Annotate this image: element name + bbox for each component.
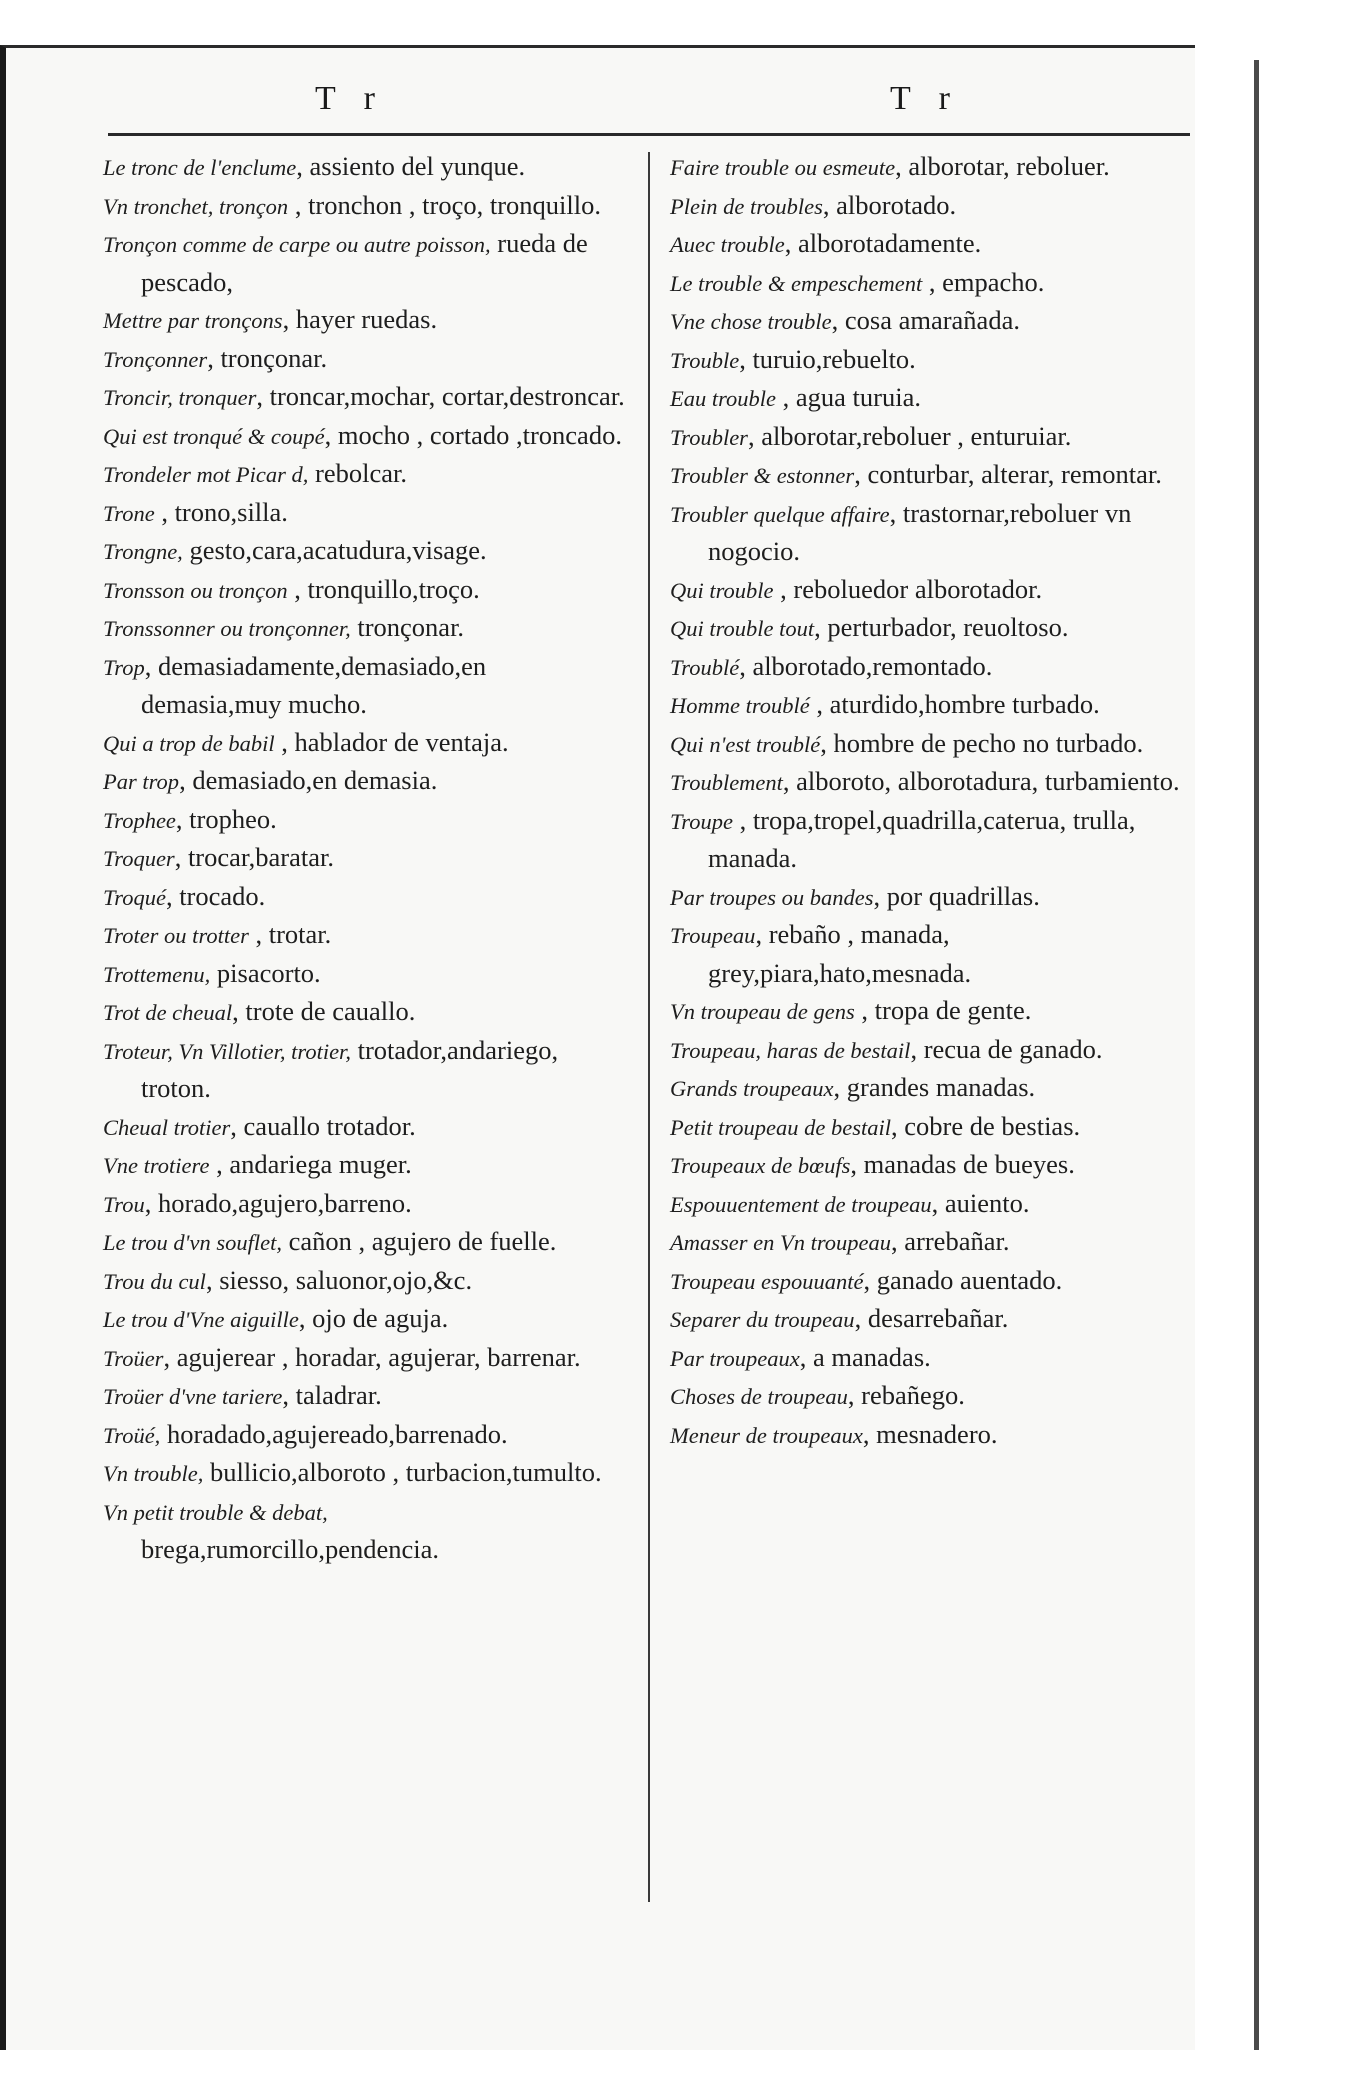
dictionary-entry	[670, 648, 1210, 687]
entry-definition: pisacorto.	[210, 957, 321, 988]
entry-definition: , cauallo trotador.	[230, 1110, 416, 1141]
entry-definition: , conturbar, alterar, remontar.	[854, 459, 1162, 489]
dictionary-entry	[670, 992, 1210, 1031]
dictionary-entry	[670, 187, 1210, 226]
dictionary-entry	[670, 225, 1210, 264]
entry-definition: , hombre de pecho no turbado.	[820, 727, 1144, 758]
entry-headword: Le tronc de l'enclume	[103, 155, 297, 180]
dictionary-entry	[103, 1300, 628, 1339]
entry-headword: Trongne,	[103, 539, 183, 564]
entry-definition: , hayer ruedas.	[282, 304, 438, 334]
entry-headword: Choses de troupeau	[670, 1384, 848, 1409]
entry-headword: Trot de cheual	[103, 1000, 233, 1025]
entry-definition: bullicio,alboroto , turbacion,tumulto.	[203, 1457, 602, 1487]
dictionary-entry	[103, 417, 628, 456]
entry-definition: , tronquillo,troço.	[287, 573, 480, 604]
entry-headword: Troublement	[670, 770, 783, 795]
entry-definition: , assiento del yunque.	[296, 151, 526, 181]
dictionary-entry	[670, 1223, 1210, 1262]
entry-definition: , aturdido,hombre turbado.	[809, 689, 1100, 719]
column-divider	[648, 152, 650, 1902]
dictionary-entry	[103, 839, 628, 878]
dictionary-entry	[670, 1339, 1210, 1378]
entry-headword: Troubler	[670, 424, 748, 450]
entry-headword: Trou	[103, 1191, 145, 1217]
entry-headword: Trottemenu,	[103, 961, 211, 987]
entry-definition: , alborotadamente.	[784, 228, 982, 258]
entry-definition: , agua turuia.	[776, 382, 921, 412]
dictionary-entry	[670, 302, 1210, 341]
entry-headword: Meneur de troupeaux	[670, 1422, 863, 1448]
entry-headword: Trou du cul	[103, 1268, 206, 1294]
entry-definition: rebolcar.	[308, 458, 408, 488]
entry-definition: , empacho.	[922, 266, 1045, 297]
dictionary-entry	[103, 148, 628, 187]
dictionary-entry	[103, 1493, 628, 1569]
dictionary-entry	[103, 762, 628, 801]
entry-headword: Par trop	[103, 769, 180, 794]
entry-headword: Vn tronchet, tronçon	[103, 193, 289, 219]
entry-headword: Par troupeaux	[670, 1345, 800, 1371]
dictionary-entry	[103, 1377, 628, 1416]
header-rule	[108, 133, 1190, 136]
dictionary-entry	[103, 1146, 628, 1185]
entry-definition: , demasiado,en demasia.	[179, 765, 438, 795]
entry-headword: Vn troupeau de gens	[670, 999, 855, 1024]
entry-headword: Troublé	[670, 654, 740, 680]
dictionary-entry	[103, 1223, 628, 1262]
entry-headword: Vn trouble,	[103, 1461, 204, 1486]
dictionary-entry	[103, 340, 628, 379]
entry-headword: Qui trouble	[670, 577, 774, 603]
entry-definition: , rebaño , manada, grey,piara,hato,mesnada.	[708, 919, 972, 988]
right-column	[670, 148, 1210, 1454]
running-head-left: T r	[315, 80, 385, 117]
entry-definition: , troncar,mochar, cortar,destroncar.	[256, 381, 625, 411]
entry-definition: , horado,agujero,barreno.	[144, 1187, 412, 1218]
entry-definition: , taladrar.	[282, 1380, 382, 1410]
entry-definition: , perturbador, reuoltoso.	[814, 612, 1069, 642]
entry-definition: , trono,silla.	[154, 496, 288, 527]
dictionary-entry	[103, 609, 628, 648]
entry-definition: , alborotar, reboluer.	[895, 151, 1110, 181]
dictionary-entry	[670, 341, 1210, 380]
dictionary-entry	[670, 1069, 1210, 1108]
entry-definition: , tropa,tropel,quadrilla,caterua, trulla, manada.	[708, 804, 1136, 873]
dictionary-entry	[670, 379, 1210, 418]
entry-headword: Espouuentement de troupeau	[670, 1191, 932, 1217]
entry-headword: Cheual trotier	[103, 1114, 231, 1140]
entry-headword: Amasser en Vn troupeau	[670, 1230, 892, 1255]
entry-headword: Le trou d'Vne aiguille	[103, 1307, 299, 1332]
entry-headword: Troupeau, haras de bestail	[670, 1037, 911, 1063]
entry-headword: Tronsson ou tronçon	[103, 577, 288, 603]
running-head-right: T r	[890, 80, 960, 117]
entry-headword: Faire trouble ou esmeute	[670, 155, 896, 180]
dictionary-entry	[103, 187, 628, 226]
entry-headword: Qui a trop de babil	[103, 730, 275, 756]
entry-definition: , demasiadamente,demasiado,en demasia,muy mucho.	[141, 650, 487, 719]
dictionary-entry	[103, 455, 628, 494]
dictionary-entry	[670, 1031, 1210, 1070]
dictionary-entry	[103, 916, 628, 955]
entry-definition: , cosa amarañada.	[831, 305, 1020, 335]
dictionary-entry	[670, 763, 1210, 802]
entry-definition: , mocho , cortado ,troncado.	[324, 419, 622, 450]
entry-headword: Homme troublé	[670, 693, 810, 718]
entry-definition: , a manadas.	[799, 1341, 931, 1372]
entry-definition: , andariega muger.	[209, 1149, 412, 1179]
dictionary-entry	[103, 955, 628, 994]
entry-headword: Vn petit trouble & debat,	[103, 1499, 328, 1525]
dictionary-entry	[670, 725, 1210, 764]
dictionary-entry	[103, 993, 628, 1032]
entry-definition: , turuio,rebuelto.	[739, 343, 916, 374]
dictionary-entry	[103, 225, 628, 301]
entry-headword: Troüé,	[103, 1422, 161, 1448]
entry-headword: Separer du troupeau	[670, 1307, 855, 1332]
entry-headword: Tronssonner ou tronçonner,	[103, 616, 351, 641]
entry-headword: Plein de troubles	[670, 193, 823, 219]
entry-definition: brega,rumorcillo,pendencia.	[141, 1534, 439, 1564]
dictionary-entry	[670, 264, 1210, 303]
entry-definition: horadado,agujereado,barrenado.	[160, 1418, 508, 1449]
entry-headword: Troubler & estonner	[670, 463, 855, 488]
entry-headword: Troncir, tronquer	[103, 385, 257, 410]
dictionary-entry	[670, 148, 1210, 187]
entry-headword: Troupeau espouuanté	[670, 1268, 864, 1294]
entry-definition: rueda de pescado,	[141, 228, 588, 297]
entry-headword: Tronçonner	[103, 346, 208, 372]
entry-definition: , hablador de ventaja.	[274, 726, 509, 757]
dictionary-entry	[670, 1416, 1210, 1455]
entry-headword: Tronçon comme de carpe ou autre poisson,	[103, 232, 491, 257]
entry-headword: Troquer	[103, 846, 175, 871]
dictionary-entry	[103, 1454, 628, 1493]
dictionary-entry	[670, 1108, 1210, 1147]
entry-definition: , trocado.	[165, 880, 266, 911]
entry-headword: Trouble	[670, 347, 740, 373]
entry-headword: Trophee	[103, 807, 176, 833]
dictionary-entry	[670, 609, 1210, 648]
entry-headword: Troupeau	[670, 923, 756, 948]
entry-headword: Troubler quelque affaire	[670, 501, 890, 527]
entry-headword: Troupeaux de bœufs	[670, 1153, 851, 1178]
entry-definition: , alborotado.	[822, 189, 957, 220]
entry-headword: Troter ou trotter	[103, 923, 249, 948]
entry-headword: Eau trouble	[670, 386, 777, 411]
dictionary-entry	[670, 802, 1210, 878]
dictionary-entry	[670, 686, 1210, 725]
dictionary-entry	[103, 1262, 628, 1301]
entry-headword: Trop	[103, 654, 145, 680]
entry-definition: , tronçonar.	[207, 342, 328, 373]
entry-definition: , alboroto, alborotadura, turbamiento.	[782, 766, 1180, 796]
dictionary-entry	[103, 878, 628, 917]
dictionary-entry	[670, 1300, 1210, 1339]
entry-headword: Mettre par tronçons	[103, 308, 283, 333]
entry-definition: , trocar,baratar.	[174, 842, 334, 872]
entry-headword: Vne trotiere	[103, 1153, 210, 1178]
entry-definition: , arrebañar.	[891, 1226, 1010, 1256]
entry-definition: , tropheo.	[175, 803, 277, 834]
entry-headword: Le trou d'vn souflet,	[103, 1230, 282, 1255]
dictionary-entry	[103, 1416, 628, 1455]
entry-definition: , siesso, saluonor,ojo,&c.	[205, 1264, 473, 1295]
entry-headword: Par troupes ou bandes	[670, 884, 874, 910]
dictionary-entry	[670, 571, 1210, 610]
dictionary-entry	[103, 801, 628, 840]
dictionary-entry	[670, 1377, 1210, 1416]
entry-definition: , ojo de aguja.	[298, 1303, 449, 1333]
entry-headword: Trondeler mot Picar d,	[103, 462, 309, 487]
dictionary-entry	[103, 648, 628, 724]
entry-headword: Qui est tronqué & coupé	[103, 423, 325, 449]
entry-definition: , trotar.	[248, 919, 332, 949]
dictionary-entry	[670, 418, 1210, 457]
entry-definition: tronçonar.	[350, 612, 465, 642]
entry-headword: Auec trouble	[670, 232, 785, 257]
entry-headword: Troüer	[103, 1345, 164, 1371]
dictionary-entry	[103, 1032, 628, 1108]
entry-headword: Trone	[103, 500, 155, 526]
dictionary-entry	[670, 1262, 1210, 1301]
dictionary-entry	[103, 1339, 628, 1378]
entry-definition: , auiento.	[931, 1187, 1030, 1218]
entry-definition: , cobre de bestias.	[891, 1110, 1081, 1141]
left-column	[103, 148, 628, 1569]
dictionary-entry	[103, 494, 628, 533]
entry-definition: cañon , agujero de fuelle.	[281, 1226, 557, 1256]
entry-definition: , alborotar,reboluer , enturuiar.	[747, 420, 1072, 451]
entry-definition: , ganado auentado.	[863, 1264, 1063, 1295]
entry-headword: Petit troupeau de bestail	[670, 1114, 892, 1140]
entry-definition: gesto,cara,acatudura,visage.	[182, 535, 487, 565]
entry-definition: , trastornar,reboluer vn nogocio.	[708, 497, 1132, 566]
entry-headword: Qui n'est troublé	[670, 731, 821, 757]
dictionary-entry	[103, 724, 628, 763]
entry-definition: , reboluedor alborotador.	[773, 573, 1043, 604]
entry-definition: , rebañego.	[847, 1380, 965, 1410]
entry-headword: Le trouble & empeschement	[670, 270, 923, 296]
dictionary-entry	[670, 1146, 1210, 1185]
entry-headword: Grands troupeaux	[670, 1076, 834, 1101]
dictionary-entry	[103, 1185, 628, 1224]
entry-definition: , manadas de bueyes.	[850, 1149, 1075, 1179]
entry-definition: , tropa de gente.	[854, 995, 1032, 1025]
entry-headword: Qui trouble tout	[670, 616, 815, 641]
dictionary-entry	[103, 571, 628, 610]
dictionary-entry	[103, 378, 628, 417]
entry-definition: , mesnadero.	[862, 1418, 998, 1449]
entry-definition: , por quadrillas.	[873, 880, 1040, 911]
entry-definition: , recua de ganado.	[910, 1033, 1103, 1064]
dictionary-entry	[670, 456, 1210, 495]
dictionary-entry	[103, 301, 628, 340]
entry-definition: , desarrebañar.	[854, 1303, 1009, 1333]
dictionary-entry	[103, 1108, 628, 1147]
dictionary-entry	[670, 495, 1210, 571]
entry-headword: Vne chose trouble	[670, 309, 832, 334]
entry-headword: Troupe	[670, 808, 733, 834]
entry-definition: , trote de cauallo.	[232, 996, 416, 1026]
dictionary-entry	[670, 1185, 1210, 1224]
entry-headword: Troteur, Vn Villotier, trotier,	[103, 1038, 351, 1064]
entry-definition: , tronchon , troço, tronquillo.	[288, 189, 601, 220]
dictionary-entry	[670, 916, 1210, 992]
dictionary-entry	[670, 878, 1210, 917]
entry-definition: , grandes manadas.	[833, 1072, 1036, 1102]
entry-headword: Troüer d'vne tariere	[103, 1384, 283, 1409]
page-edge	[1254, 60, 1259, 2050]
entry-definition: , alborotado,remontado.	[739, 650, 993, 681]
entry-headword: Troqué	[103, 884, 166, 910]
entry-definition: trotador,andariego, troton.	[141, 1034, 559, 1103]
entry-definition: , agujerear , horadar, agujerar, barrenar.	[163, 1341, 581, 1372]
dictionary-entry	[103, 532, 628, 571]
